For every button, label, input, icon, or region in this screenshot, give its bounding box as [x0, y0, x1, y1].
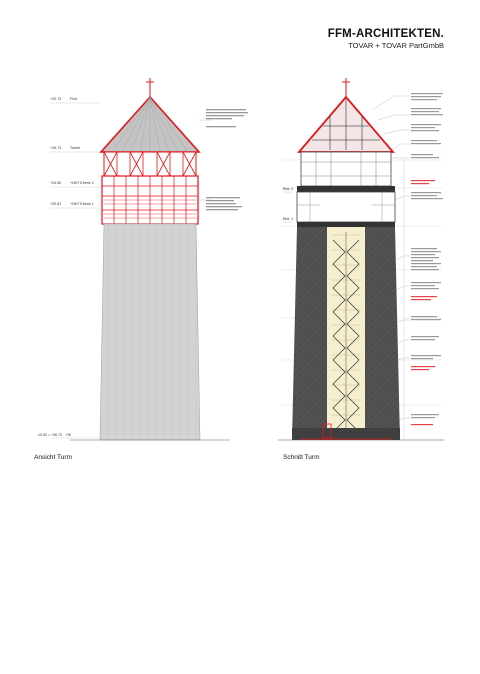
elevation-level-labels	[38, 97, 94, 437]
level-value: +24.50	[50, 181, 62, 185]
finial-cross	[146, 78, 154, 98]
lantern-upper	[104, 152, 196, 176]
level-label: +NHT Ebene 2	[70, 181, 94, 185]
level-value: +20.81	[50, 202, 62, 206]
section-wall-right	[365, 227, 400, 440]
level-label: First	[70, 97, 77, 101]
finial-cross	[342, 78, 350, 98]
tower-section	[278, 78, 444, 440]
tower-elevation	[50, 78, 248, 440]
level-value: +26.73	[50, 146, 62, 150]
level-label: Traufe	[70, 146, 81, 150]
stone-shaft	[100, 224, 200, 440]
caption-section: Schnitt Turm	[283, 454, 320, 461]
section-mark: Ebd. 2	[283, 187, 294, 191]
section-wall-left	[292, 227, 327, 440]
level-label: +NHT Ebene 1	[70, 202, 94, 206]
firm-name: FFM-ARCHITEKTEN.	[327, 28, 444, 40]
caption-elevation: Ansicht Turm	[34, 454, 72, 461]
section-mark: Ebd. 1	[283, 217, 294, 221]
level-value: +32.73	[50, 97, 62, 101]
firm-subtitle: TOVAR + TOVAR PartGmbB	[348, 41, 444, 50]
level-label: OK	[66, 433, 72, 437]
level-value: ±0.00 = +36.73	[38, 433, 63, 437]
